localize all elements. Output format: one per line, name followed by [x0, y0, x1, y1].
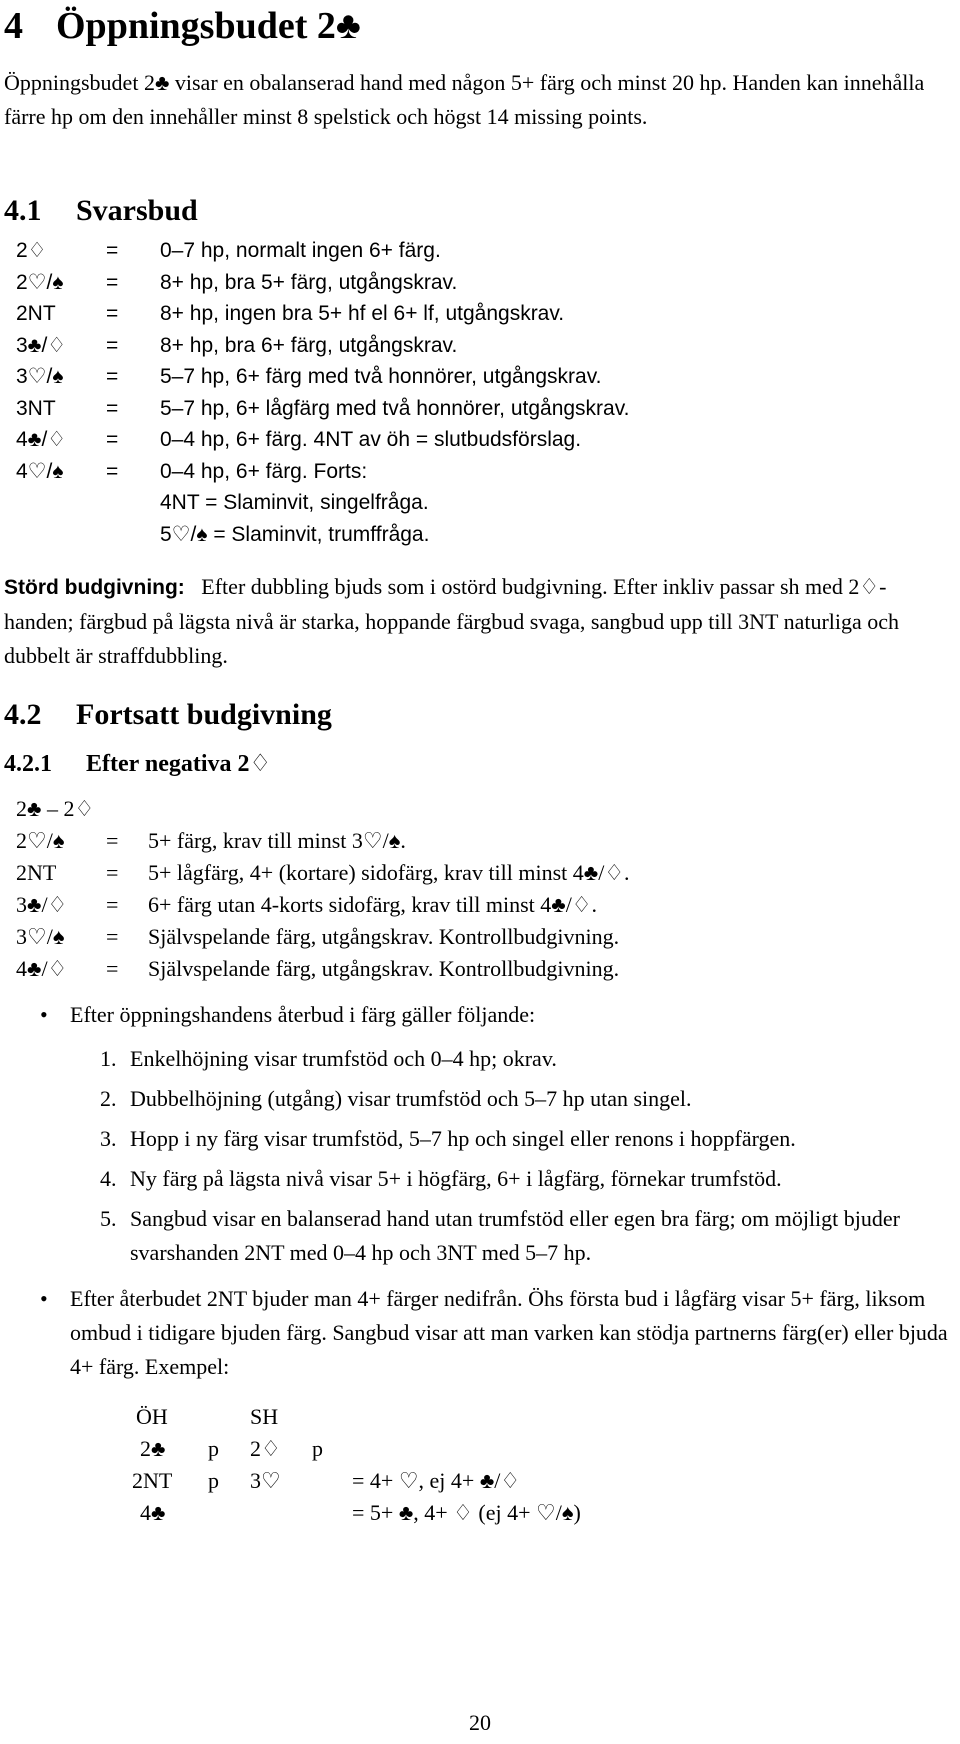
bid: 3♣/♢	[16, 892, 68, 917]
bid-description: 5–7 hp, 6+ färg med två honnörer, utgångskrav.	[160, 365, 602, 388]
section-title: Svarsbud	[76, 194, 198, 227]
bid: 4♡/♠	[16, 460, 64, 483]
bid-description: Självspelande färg, utgångskrav. Kontrollbudgivning.	[148, 956, 620, 981]
bid-description: 8+ hp, bra 5+ färg, utgångskrav.	[160, 271, 458, 294]
bid-description: 5–7 hp, 6+ lågfärg med två honnörer, utgångskrav.	[160, 397, 630, 420]
auction-cell: p	[312, 1436, 323, 1461]
equals: =	[106, 956, 119, 981]
auction-cell: 3♡	[250, 1468, 281, 1493]
intro-paragraph: Öppningsbudet 2♣ visar en obalanserad hand med någon 5+ färg och minst 20 hp. Handen kan innehålla färre hp om den innehåller minst 8 spelstick och högst 14 missing points.	[4, 70, 925, 129]
bidding-sequence: 2♣ – 2♢	[16, 796, 95, 821]
list-item: Enkelhöjning visar trumfstöd och 0–4 hp; okrav.	[130, 1046, 557, 1071]
equals: =	[106, 460, 119, 483]
bid: 2♢	[16, 239, 47, 262]
list-item-number: 5.	[100, 1206, 117, 1231]
bid-description: Självspelande färg, utgångskrav. Kontrollbudgivning.	[148, 924, 620, 949]
bid-description: 5♡/♠ = Slaminvit, trumffråga.	[160, 523, 430, 546]
subsection-number: 4.2.1	[4, 751, 52, 777]
section-title: Fortsatt budgivning	[76, 698, 332, 731]
chapter-title: Öppningsbudet 2♣	[56, 5, 361, 47]
bullet-dot: •	[40, 1002, 48, 1027]
equals: =	[106, 892, 119, 917]
equals: =	[106, 302, 119, 325]
section-heading-svarsbud	[4, 192, 198, 230]
auction-note: = 5+ ♣, 4+ ♢ (ej 4+ ♡/♠)	[352, 1500, 581, 1525]
equals: =	[106, 860, 119, 885]
list-item: Dubbelhöjning (utgång) visar trumfstöd och 5–7 hp utan singel.	[130, 1086, 692, 1111]
subsection-title: Efter negativa 2♢	[86, 751, 272, 777]
auction-cell: 4♣	[140, 1500, 166, 1525]
chapter-heading	[4, 2, 361, 50]
bid: 2♡/♠	[16, 828, 65, 853]
bid-description: 8+ hp, bra 6+ färg, utgångskrav.	[160, 334, 458, 357]
equals: =	[106, 428, 119, 451]
bid: 2NT	[16, 302, 56, 325]
list-item: Hopp i ny färg visar trumfstöd, 5–7 hp och singel eller renons i hoppfärgen.	[130, 1126, 796, 1151]
list-item-number: 4.	[100, 1166, 117, 1191]
interference-text: Efter dubbling bjuds som i ostörd budgivning. Efter inkliv passar sh med 2♢-handen; färgbud på lägsta nivå är starka, hoppande färgbud svaga, sangbud upp till 3NT naturliga och dubbelt är straffdubbling.	[4, 574, 900, 668]
equals: =	[106, 828, 119, 853]
equals: =	[106, 239, 119, 262]
list-item: Ny färg på lägsta nivå visar 5+ i högfärg, 6+ i lågfärg, förnekar trumfstöd.	[130, 1166, 782, 1191]
chapter-number: 4	[4, 5, 23, 47]
bid: 2♡/♠	[16, 271, 64, 294]
auction-cell: p	[208, 1468, 219, 1493]
section-number: 4.1	[4, 194, 42, 227]
equals: =	[106, 924, 119, 949]
bid: 4♣/♢	[16, 956, 68, 981]
list-item: Sangbud visar en balanserad hand utan trumfstöd eller egen bra färg; om möjligt bjuder svarshanden 2NT med 0–4 hp och 3NT med 5–7 hp.	[130, 1206, 900, 1265]
bullet-dot: •	[40, 1286, 48, 1311]
auction-note: = 4+ ♡, ej 4+ ♣/♢	[352, 1468, 521, 1493]
bid-description: 5+ färg, krav till minst 3♡/♠.	[148, 828, 406, 853]
bid-description: 6+ färg utan 4-korts sidofärg, krav till minst 4♣/♢.	[148, 892, 598, 917]
bid-description: 0–7 hp, normalt ingen 6+ färg.	[160, 239, 441, 262]
header-oh: ÖH	[136, 1404, 168, 1429]
interference-paragraph	[4, 570, 954, 673]
section-heading-fortsatt	[4, 696, 332, 734]
bid: 3♡/♠	[16, 365, 64, 388]
bullet-text: Efter öppningshandens återbud i färg gäller följande:	[70, 1002, 536, 1027]
bid-description: 8+ hp, ingen bra 5+ hf el 6+ lf, utgångskrav.	[160, 302, 565, 325]
page-number: 20	[469, 1710, 491, 1735]
bid-description: 0–4 hp, 6+ färg. 4NT av öh = slutbudsförslag.	[160, 428, 582, 451]
auction-cell: p	[208, 1436, 219, 1461]
bid: 3♣/♢	[16, 334, 67, 357]
bullet-text: Efter återbudet 2NT bjuder man 4+ färger nedifrån. Öhs första bud i lågfärg visar 5+ färg, liksom ombud i tidigare bjuden färg. Sangbud visar att man varken kan stödja partnerns färg(er) eller bjuda 4+ färg. Exempel:	[70, 1286, 948, 1379]
bid-description: 0–4 hp, 6+ färg. Forts:	[160, 460, 368, 483]
auction-cell: 2♢	[250, 1436, 281, 1461]
list-item-number: 2.	[100, 1086, 117, 1111]
equals: =	[106, 271, 119, 294]
bid-description: 5+ lågfärg, 4+ (kortare) sidofärg, krav till minst 4♣/♢.	[148, 860, 630, 885]
header-sh: SH	[250, 1404, 279, 1429]
equals: =	[106, 397, 119, 420]
bid: 3NT	[16, 397, 56, 420]
section-number: 4.2	[4, 698, 42, 731]
bid: 4♣/♢	[16, 428, 67, 451]
bid: 2NT	[16, 860, 57, 885]
bid-description: 4NT = Slaminvit, singelfråga.	[160, 491, 429, 514]
interference-label: Störd budgivning:	[4, 576, 185, 599]
bid: 3♡/♠	[16, 924, 65, 949]
auction-cell: 2♣	[140, 1436, 166, 1461]
list-item-number: 1.	[100, 1046, 117, 1071]
list-item-number: 3.	[100, 1126, 117, 1151]
subsection-heading	[4, 748, 271, 780]
equals: =	[106, 365, 119, 388]
equals: =	[106, 334, 119, 357]
auction-cell: 2NT	[132, 1468, 173, 1493]
